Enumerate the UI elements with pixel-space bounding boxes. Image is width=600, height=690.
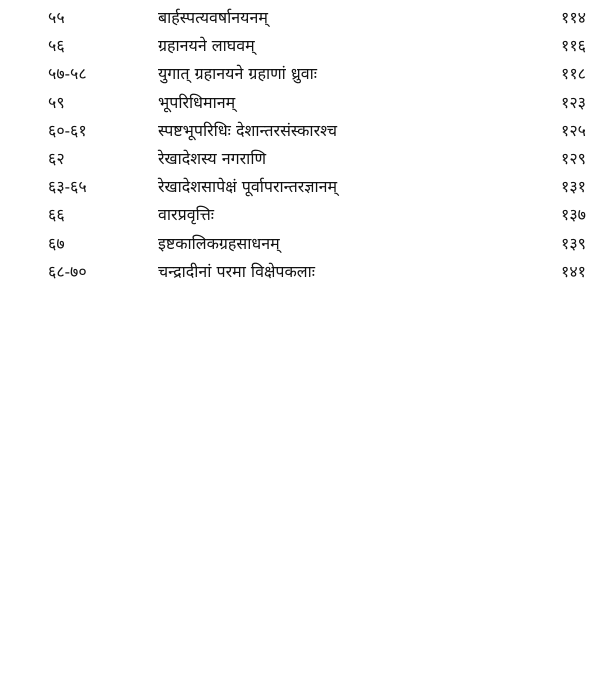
toc-row: [0, 201, 600, 229]
table-of-contents: [0, 0, 600, 286]
page-number: १४१: [561, 261, 586, 281]
verse-number: ५७-५८: [48, 64, 87, 84]
section-title: वारप्रवृत्तिः: [158, 205, 215, 225]
page-number: १३१: [561, 177, 586, 197]
verse-number: ६२: [48, 148, 65, 168]
verse-number: ६३-६५: [48, 177, 87, 197]
verse-number: ६०-६१: [48, 120, 87, 140]
section-title: बार्हस्पत्यवर्षानयनम्: [158, 8, 268, 27]
section-title: रेखादेशस्य नगराणि: [158, 148, 267, 168]
verse-number: ५६: [48, 36, 65, 56]
page-number: १२९: [561, 148, 586, 168]
toc-row: [0, 32, 600, 60]
section-title: इष्टकालिकग्रहसाधनम्: [158, 233, 280, 253]
page-number: ११४: [561, 8, 586, 27]
toc-row: [0, 60, 600, 88]
section-title: स्पष्टभूपरिधिः देशान्तरसंस्कारश्च: [158, 120, 338, 140]
section-title: युगात् ग्रहानयने ग्रहाणां ध्रुवाः: [158, 64, 318, 84]
page-number: १३७: [561, 205, 586, 225]
toc-row: [0, 258, 600, 286]
toc-row: [0, 4, 600, 32]
section-title: भूपरिधिमानम्: [158, 92, 236, 112]
page-number: १२५: [561, 120, 586, 140]
toc-row: [0, 145, 600, 173]
verse-number: ५५: [48, 8, 65, 27]
verse-number: ६७: [48, 233, 65, 253]
section-title: चन्द्रादीनां परमा विक्षेपकलाः: [158, 261, 316, 281]
verse-number: ६६: [48, 205, 65, 225]
toc-row: [0, 89, 600, 117]
page-number: ११८: [561, 64, 586, 84]
toc-row: [0, 117, 600, 145]
section-title: रेखादेशसापेक्षं पूर्वापरान्तरज्ञानम्: [158, 177, 338, 197]
toc-row: [0, 173, 600, 201]
verse-number: ६८-७०: [48, 261, 87, 281]
page-number: ११६: [561, 36, 586, 56]
toc-row: [0, 230, 600, 258]
section-title: ग्रहानयने लाघवम्: [158, 36, 255, 56]
verse-number: ५९: [48, 92, 65, 112]
page-number: १२३: [561, 92, 586, 112]
page-number: १३९: [561, 233, 586, 253]
